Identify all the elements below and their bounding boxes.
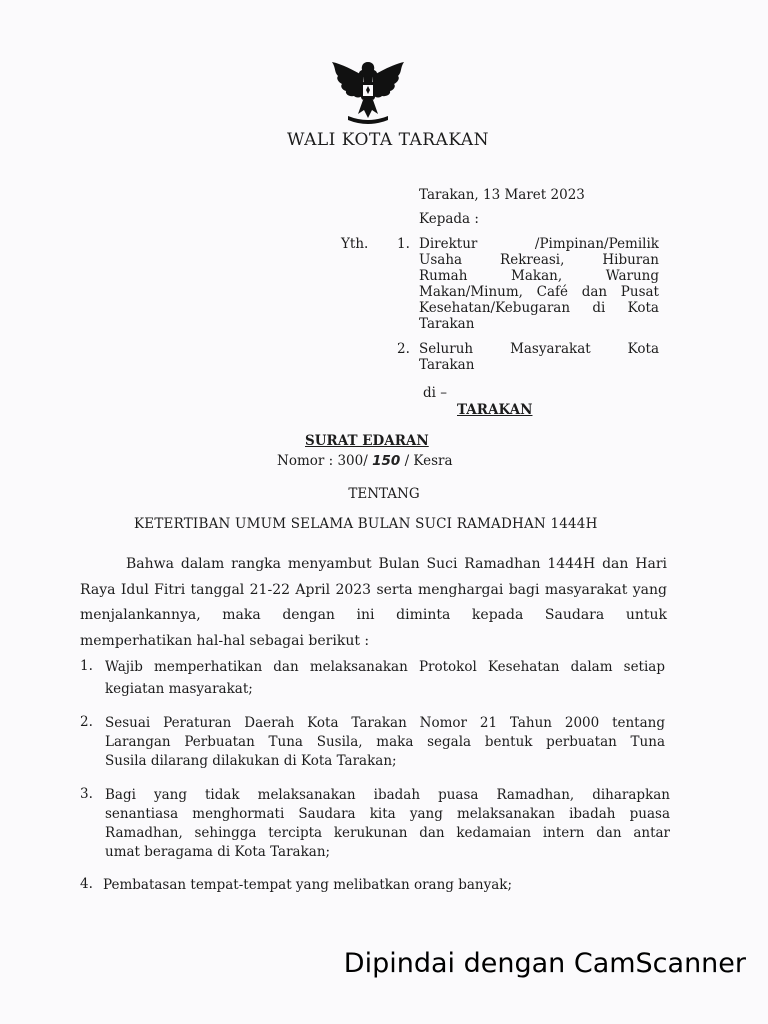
list-line: Ramadhan, sehingga tercipta kerukunan dan kedamaian intern dan antar — [105, 825, 670, 841]
list-line: kegiatan masyarakat; — [105, 681, 253, 697]
list-item — [103, 876, 663, 892]
recipient-number: 1. — [397, 236, 410, 252]
kepada-label: Kepada : — [419, 211, 479, 227]
list-line: senantiasa menghormati Saudara kita yang melaksanakan ibadah puasa — [105, 806, 670, 822]
list-line: Sesuai Peraturan Daerah Kota Tarakan Nomor 21 Tahun 2000 tentang — [105, 715, 665, 731]
recipient-line: Tarakan — [419, 357, 475, 373]
intro-line: Raya Idul Fitri tanggal 21-22 April 2023 serta menghargai bagi masyarakat yang — [80, 581, 667, 598]
letter-type-title: SURAT EDARAN — [305, 433, 429, 449]
letter-number-suffix: / Kesra — [404, 453, 453, 469]
recipient-1 — [419, 236, 659, 332]
recipient-line: Usaha Rekreasi, Hiburan — [419, 252, 659, 268]
letterhead-title: WALI KOTA TARAKAN — [286, 130, 489, 150]
list-line: Wajib memperhatikan dan melaksanakan Protokol Kesehatan dalam setiap — [105, 659, 665, 675]
list-number: 3. — [80, 786, 93, 802]
garuda-emblem-icon — [328, 56, 408, 126]
recipient-line: Seluruh Masyarakat Kota — [419, 341, 659, 357]
recipient-line: Tarakan — [419, 316, 475, 332]
list-line: Bagi yang tidak melaksanakan ibadah puasa Ramadhan, diharapkan — [105, 787, 670, 803]
destination-city: TARAKAN — [457, 402, 533, 418]
list-item — [105, 714, 665, 771]
camscanner-watermark: Dipindai dengan CamScanner — [343, 948, 746, 979]
about-label: TENTANG — [348, 486, 420, 502]
letter-date: Tarakan, 13 Maret 2023 — [419, 187, 585, 203]
recipient-line: Kesehatan/Kebugaran di Kota — [419, 300, 659, 316]
list-line: Larangan Perbuatan Tuna Susila, maka segala bentuk perbuatan Tuna — [105, 734, 665, 750]
recipient-line: Rumah Makan, Warung — [419, 268, 659, 284]
letter-subject: KETERTIBAN UMUM SELAMA BULAN SUCI RAMADHAN 1444H — [134, 516, 598, 532]
list-number: 2. — [80, 714, 93, 730]
intro-line: memperhatikan hal-hal sebagai berikut : — [80, 632, 370, 649]
recipient-line: Direktur /Pimpinan/Pemilik — [419, 236, 659, 252]
list-line: Pembatasan tempat-tempat yang melibatkan orang banyak; — [103, 877, 513, 893]
letter-number-prefix: Nomor : 300/ — [277, 453, 368, 469]
list-number: 4. — [80, 876, 93, 892]
intro-paragraph — [80, 552, 667, 654]
di-label: di – — [423, 385, 448, 401]
letter-number-handwritten: 150 — [372, 453, 401, 469]
list-item — [105, 658, 665, 702]
list-line: umat beragama di Kota Tarakan; — [105, 844, 331, 860]
recipient-number: 2. — [397, 341, 410, 357]
list-line: Susila dilarang dilakukan di Kota Tarakan; — [105, 753, 397, 769]
recipient-line: Makan/Minum, Café dan Pusat — [419, 284, 659, 300]
list-item — [105, 786, 670, 862]
yth-label: Yth. — [341, 236, 369, 252]
intro-line: Bahwa dalam rangka menyambut Bulan Suci Ramadhan 1444H dan Hari — [126, 556, 667, 572]
letter-number — [277, 453, 453, 469]
recipient-2 — [419, 341, 659, 373]
intro-line: menjalankannya, maka dengan ini diminta kepada Saudara untuk — [80, 607, 667, 623]
list-number: 1. — [80, 658, 93, 674]
